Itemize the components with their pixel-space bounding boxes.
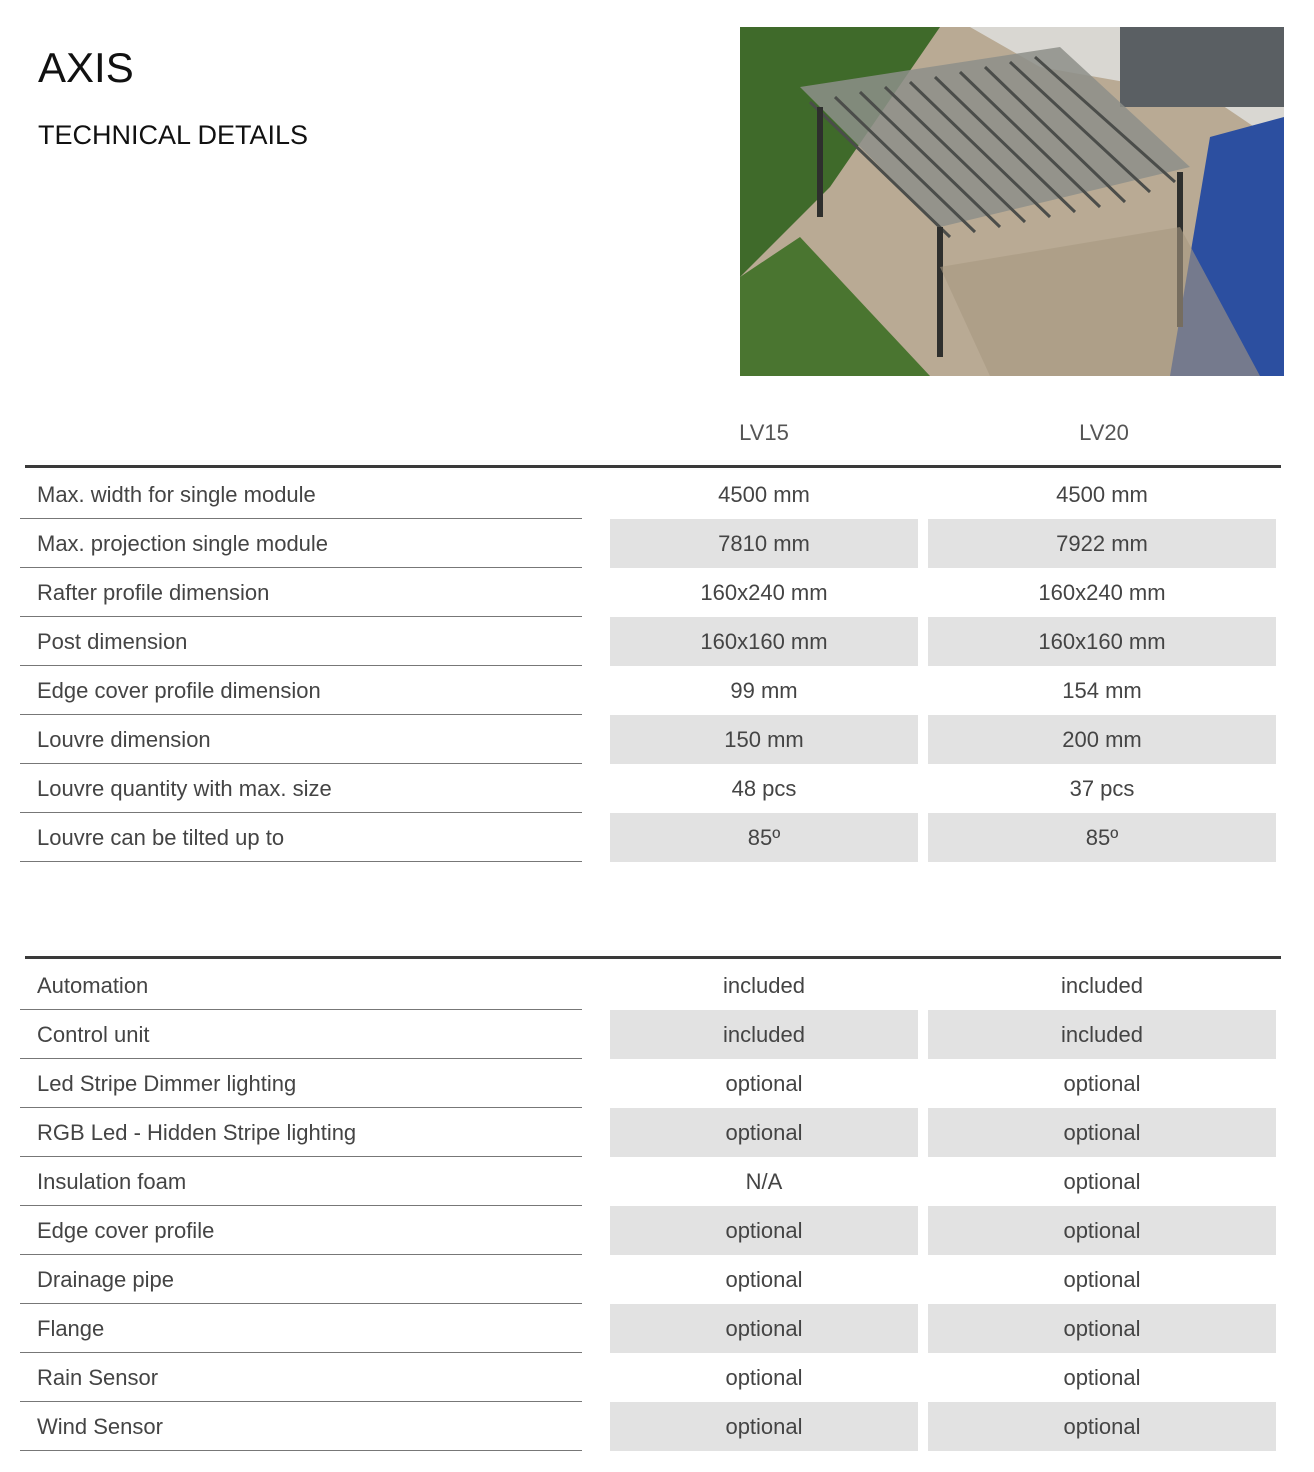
row-label: Automation — [37, 973, 149, 998]
lv20-value: included — [928, 1010, 1276, 1059]
lv20-value: 4500 mm — [1056, 482, 1148, 507]
table-row — [0, 519, 1314, 568]
lv15-value: 99 mm — [730, 678, 798, 703]
pergola-photo — [740, 27, 1284, 376]
row-label: Edge cover profile — [37, 1218, 215, 1243]
lv15-value: optional — [610, 1304, 918, 1353]
row-label: Control unit — [37, 1022, 150, 1047]
row-divider — [20, 861, 582, 863]
lv15-value: optional — [610, 1108, 918, 1157]
lv20-value: optional — [1063, 1365, 1141, 1390]
column-header-lv20: LV20 — [1079, 420, 1129, 445]
lv15-value: N/A — [745, 1169, 783, 1194]
table-row — [0, 617, 1314, 666]
lv15-value: optional — [610, 1206, 918, 1255]
row-label: RGB Led - Hidden Stripe lighting — [37, 1120, 357, 1145]
table-row — [0, 1059, 1314, 1108]
table-row — [0, 1206, 1314, 1255]
row-label: Rain Sensor — [37, 1365, 159, 1390]
lv20-value: 160x240 mm — [1038, 580, 1166, 605]
row-label: Led Stripe Dimmer lighting — [37, 1071, 297, 1096]
lv20-value: optional — [928, 1304, 1276, 1353]
row-label: Drainage pipe — [37, 1267, 174, 1292]
lv20-value: 85º — [928, 813, 1276, 862]
row-label: Flange — [37, 1316, 105, 1341]
row-label: Louvre can be tilted up to — [37, 825, 285, 850]
lv15-value: optional — [725, 1365, 803, 1390]
lv15-value: optional — [725, 1267, 803, 1292]
lv20-value: included — [1061, 973, 1143, 998]
lv15-value: 7810 mm — [610, 519, 918, 568]
lv20-value: 7922 mm — [928, 519, 1276, 568]
lv20-value: optional — [928, 1402, 1276, 1451]
table-row — [0, 470, 1314, 519]
row-divider — [20, 1450, 582, 1452]
lv15-value: 48 pcs — [731, 776, 797, 801]
lv20-value: 200 mm — [928, 715, 1276, 764]
table-row — [0, 1402, 1314, 1451]
lv20-value: 160x160 mm — [928, 617, 1276, 666]
table-row — [0, 1010, 1314, 1059]
lv15-value: 85º — [610, 813, 918, 862]
row-label: Louvre quantity with max. size — [37, 776, 332, 801]
row-label: Wind Sensor — [37, 1414, 163, 1439]
table-row — [0, 1353, 1314, 1402]
table-row — [0, 1255, 1314, 1304]
row-label: Louvre dimension — [37, 727, 211, 752]
row-label: Max. width for single module — [37, 482, 316, 507]
row-label: Insulation foam — [37, 1169, 187, 1194]
column-header-lv15: LV15 — [739, 420, 789, 445]
table-row — [0, 1157, 1314, 1206]
row-label: Rafter profile dimension — [37, 580, 270, 605]
table-row — [0, 666, 1314, 715]
lv15-value: optional — [725, 1071, 803, 1096]
table2-top-rule — [25, 956, 1281, 959]
lv15-value: included — [723, 973, 805, 998]
table-row — [0, 568, 1314, 617]
lv20-value: optional — [1063, 1267, 1141, 1292]
table-row — [0, 813, 1314, 862]
lv20-value: 37 pcs — [1069, 776, 1135, 801]
lv15-value: 160x240 mm — [700, 580, 828, 605]
table1-top-rule — [25, 465, 1281, 468]
lv15-value: 150 mm — [610, 715, 918, 764]
lv15-value: 160x160 mm — [610, 617, 918, 666]
row-label: Edge cover profile dimension — [37, 678, 321, 703]
lv20-value: optional — [1063, 1169, 1141, 1194]
row-label: Post dimension — [37, 629, 188, 654]
lv20-value: optional — [1063, 1071, 1141, 1096]
table-row — [0, 715, 1314, 764]
lv15-value: optional — [610, 1402, 918, 1451]
table-row — [0, 764, 1314, 813]
lv15-value: included — [610, 1010, 918, 1059]
lv20-value: optional — [928, 1206, 1276, 1255]
table-row — [0, 1304, 1314, 1353]
lv20-value: 154 mm — [1062, 678, 1142, 703]
page-subtitle: TECHNICAL DETAILS — [38, 120, 309, 150]
lv15-value: 4500 mm — [718, 482, 810, 507]
lv20-value: optional — [928, 1108, 1276, 1157]
page-title: AXIS — [38, 44, 134, 91]
table-row — [0, 1108, 1314, 1157]
row-label: Max. projection single module — [37, 531, 329, 556]
table-row — [0, 961, 1314, 1010]
